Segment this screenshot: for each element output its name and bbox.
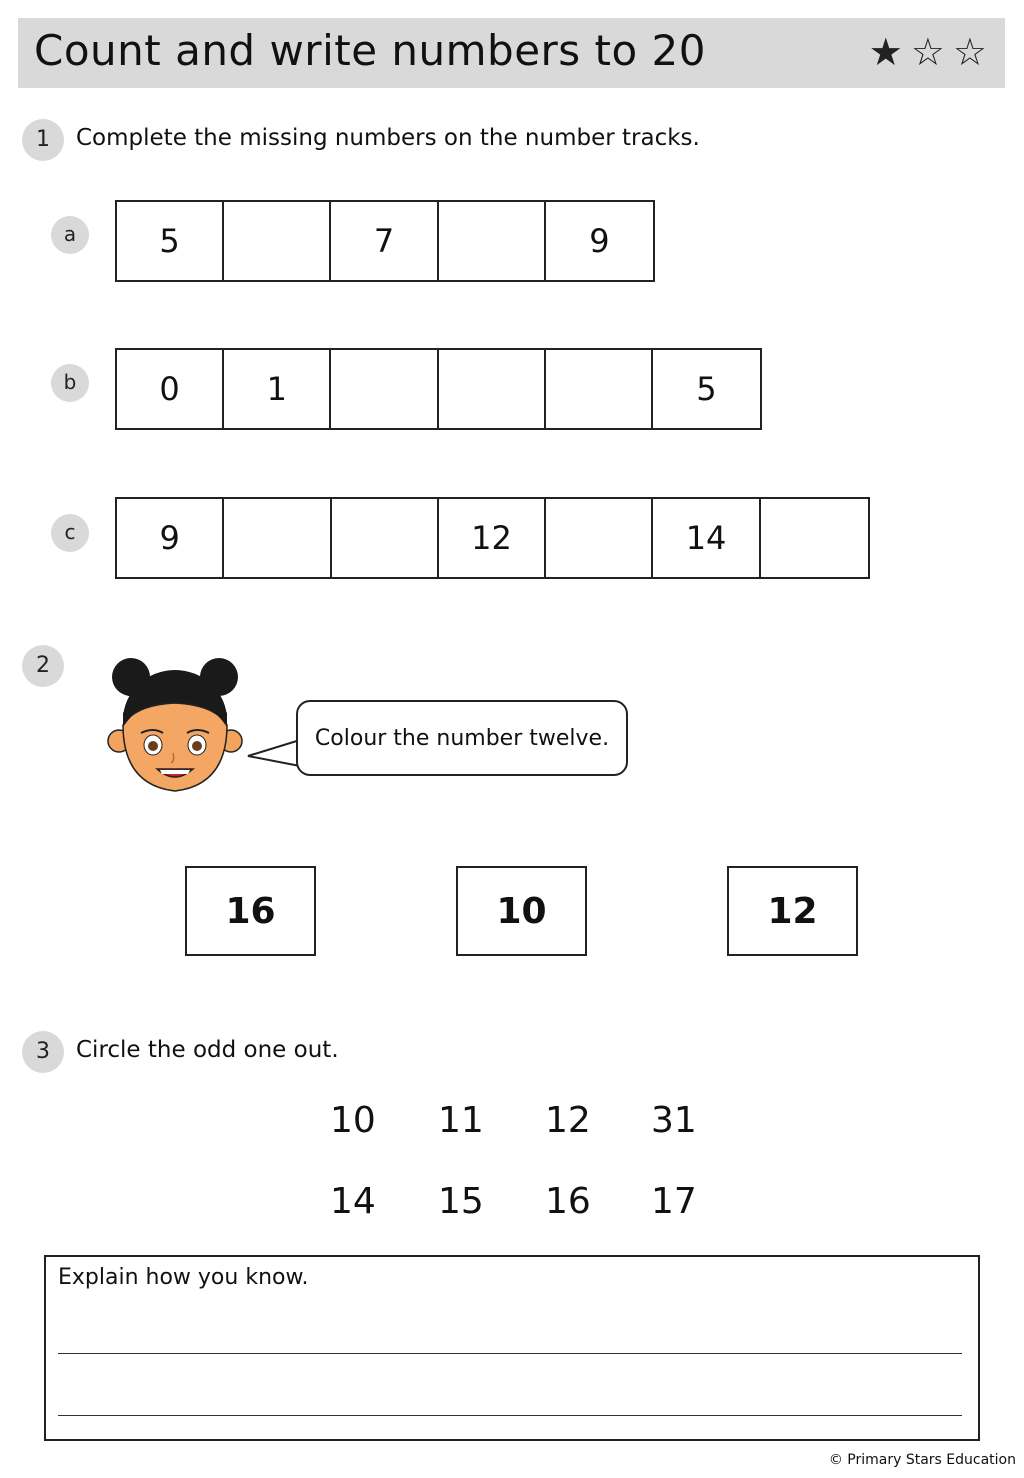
track-cell: 5 [696, 370, 717, 408]
odd-one-out-number[interactable]: 31 [651, 1100, 697, 1141]
odd-one-out-number[interactable]: 14 [330, 1181, 376, 1222]
page-header [18, 18, 1005, 88]
speech-text: Colour the number twelve. [314, 725, 610, 751]
track-cell-blank[interactable] [331, 350, 438, 428]
track-cell: 14 [653, 499, 760, 577]
track-cell-blank[interactable] [224, 202, 331, 280]
question-3-badge: 3 [22, 1031, 64, 1073]
star-filled-icon: ★ [868, 30, 903, 74]
track-cell-blank[interactable] [546, 499, 653, 577]
odd-one-out-number[interactable]: 16 [545, 1181, 591, 1222]
odd-one-out-number[interactable]: 12 [545, 1100, 591, 1141]
question-3-instruction: Circle the odd one out. [76, 1037, 339, 1063]
difficulty-stars [869, 32, 987, 72]
number-option-box[interactable]: 12 [727, 866, 858, 956]
odd-one-out-number[interactable]: 11 [438, 1100, 484, 1141]
number-option-box[interactable]: 16 [185, 866, 316, 956]
track-cell: 1 [224, 350, 331, 428]
writing-line[interactable] [58, 1353, 962, 1354]
number-option-box[interactable]: 10 [456, 866, 587, 956]
track-c-label: c [51, 514, 89, 552]
page-title: Count and write numbers to 20 [34, 26, 707, 75]
track-cell-blank[interactable] [439, 350, 546, 428]
speech-bubble-tail [246, 738, 302, 768]
odd-one-out-number[interactable]: 17 [651, 1181, 697, 1222]
track-cell: 7 [331, 202, 438, 280]
track-cell-blank[interactable] [332, 499, 439, 577]
track-cell-blank[interactable] [546, 350, 653, 428]
track-cell: 12 [439, 499, 546, 577]
track-b-label: b [51, 364, 89, 402]
track-cell-blank[interactable] [224, 499, 331, 577]
number-track-a [115, 200, 655, 282]
explain-box[interactable] [44, 1255, 980, 1441]
writing-line[interactable] [58, 1415, 962, 1416]
odd-one-out-number[interactable]: 15 [438, 1181, 484, 1222]
track-cell-blank[interactable] [761, 499, 868, 577]
number-track-b [115, 348, 762, 430]
number-track-c [115, 497, 870, 579]
girl-character-icon [105, 655, 245, 795]
question-1-instruction: Complete the missing numbers on the number tracks. [76, 125, 700, 151]
question-2-badge: 2 [22, 645, 64, 687]
track-a-label: a [51, 216, 89, 254]
speech-bubble [296, 700, 628, 776]
track-cell: 0 [117, 350, 224, 428]
star-outline-icon: ☆ [910, 30, 945, 74]
star-outline-icon: ☆ [952, 30, 987, 74]
track-cell: 5 [117, 202, 224, 280]
track-cell: 9 [589, 222, 610, 260]
explain-label: Explain how you know. [58, 1265, 309, 1290]
copyright-footer: © Primary Stars Education [828, 1452, 1016, 1468]
track-cell-blank[interactable] [439, 202, 546, 280]
track-cell: 9 [117, 499, 224, 577]
question-1-badge: 1 [22, 119, 64, 161]
odd-one-out-number[interactable]: 10 [330, 1100, 376, 1141]
